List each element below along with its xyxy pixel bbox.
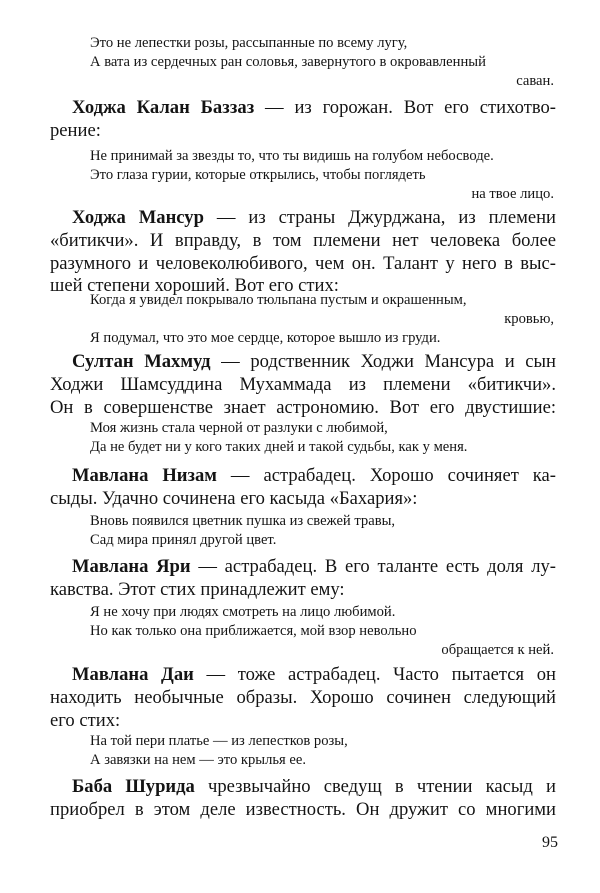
- verse-line: Когда я увидел покрывало тюльпана пустым и окрашенным,: [90, 292, 467, 308]
- poet-name: Султан Махмуд: [72, 351, 211, 372]
- paragraph-line: Ходжи Шамсуддина Мухаммада из племени «битикчи».: [50, 373, 556, 395]
- verse-line: Да не будет ни у кого таких дней и такой судьбы, как у меня.: [90, 439, 468, 455]
- poet-name: Баба Шурида: [72, 776, 195, 797]
- paragraph-line: шей степени хороший. Вот его стих:: [50, 275, 339, 297]
- paragraph-text: — родственник Ходжи Мансура и сын: [210, 351, 556, 372]
- verse-0: [0, 34, 600, 91]
- poet-name: Ходжа Мансур: [72, 207, 204, 228]
- verse-line: обращается к ней.: [441, 642, 554, 658]
- paragraph-line: [72, 776, 556, 799]
- verse-line: Это глаза гурии, которые открылись, чтобы поглядеть: [90, 167, 426, 183]
- verse-line: на твое лицо.: [471, 186, 554, 202]
- paragraph-line: разумного и человеколюбивого, чем он. Талант у него в выс-: [50, 252, 556, 274]
- paragraph-line: сыды. Удачно сочинена его касыда «Бахария»:: [50, 487, 418, 509]
- verse-4: [0, 512, 600, 550]
- verse-line: саван.: [516, 73, 554, 89]
- paragraph-line: [72, 556, 556, 579]
- poet-name: Мавлана Даи: [72, 664, 194, 685]
- paragraph-mavlana-yari: [0, 556, 600, 602]
- verse-line: Моя жизнь стала черной от разлуки с любимой,: [90, 420, 388, 436]
- paragraph-mavlana-nizam: [0, 465, 600, 511]
- verse-line: Сад мира принял другой цвет.: [90, 532, 277, 548]
- poet-name: Мавлана Низам: [72, 465, 217, 486]
- verse-line: кровью,: [504, 311, 554, 327]
- paragraph-line: Он в совершенстве знает астрономию. Вот его двустишие:: [50, 396, 556, 418]
- paragraph-khoja-mansur: [0, 207, 600, 298]
- paragraph-line: [72, 465, 556, 488]
- poet-name: Мавлана Яри: [72, 556, 191, 577]
- paragraph-line: [72, 97, 556, 120]
- paragraph-line: приобрел в этом деле известность. Он дружит со многими: [50, 798, 556, 820]
- paragraph-khoja-kalan: [0, 97, 600, 143]
- verse-line: Я подумал, что это мое сердце, которое вышло из груди.: [90, 330, 441, 346]
- verse-1: [0, 147, 600, 204]
- paragraph-line: находить необычные образы. Хорошо сочинен следующий: [50, 686, 556, 708]
- verse-2: [0, 291, 600, 348]
- paragraph-text: — из горожан. Вот его стихотво-: [254, 97, 556, 118]
- verse-line: Это не лепестки розы, рассыпанные по всему лугу,: [90, 35, 408, 51]
- paragraph-line: [72, 664, 556, 687]
- paragraph-sultan-mahmud: [0, 351, 600, 419]
- paragraph-line: [72, 351, 556, 374]
- paragraph-mavlana-dai: [0, 664, 600, 732]
- verse-5: [0, 603, 600, 660]
- paragraph-text: — астрабадец. Хорошо сочиняет ка-: [216, 465, 556, 486]
- verse-line: А завязки на нем — это крылья ее.: [90, 752, 306, 768]
- paragraph-text: — тоже астрабадец. Часто пытается он: [193, 664, 556, 685]
- paragraph-text: — астрабадец. В его таланте есть доля лу-: [190, 556, 556, 577]
- verse-line: Я не хочу при людях смотреть на лицо любимой.: [90, 604, 396, 620]
- paragraph-line: кавства. Этот стих принадлежит ему:: [50, 578, 345, 600]
- poet-name: Ходжа Калан Баззаз: [72, 97, 255, 118]
- verse-line: А вата из сердечных ран соловья, завернутого в окровавленный: [90, 54, 486, 70]
- verse-6: [0, 732, 600, 770]
- paragraph-baba-shurida: [0, 776, 600, 822]
- paragraph-line: [72, 207, 556, 230]
- page-number: 95: [542, 834, 558, 851]
- paragraph-line: рение:: [50, 119, 101, 141]
- paragraph-line: «битикчи». И вправду, в том племени нет человека более: [50, 229, 556, 251]
- verse-line: Вновь появился цветник пушка из свежей травы,: [90, 513, 396, 529]
- paragraph-text: чрезвычайно сведущ в чтении касыд и: [194, 776, 556, 797]
- verse-3: [0, 419, 600, 457]
- paragraph-line: его стих:: [50, 709, 121, 731]
- verse-line: На той пери платье — из лепестков розы,: [90, 733, 348, 749]
- paragraph-text: — из страны Джурджана, из племени: [203, 207, 556, 228]
- verse-line: Но как только она приближается, мой взор невольно: [90, 623, 417, 639]
- verse-line: Не принимай за звезды то, что ты видишь на голубом небосводе.: [90, 148, 494, 164]
